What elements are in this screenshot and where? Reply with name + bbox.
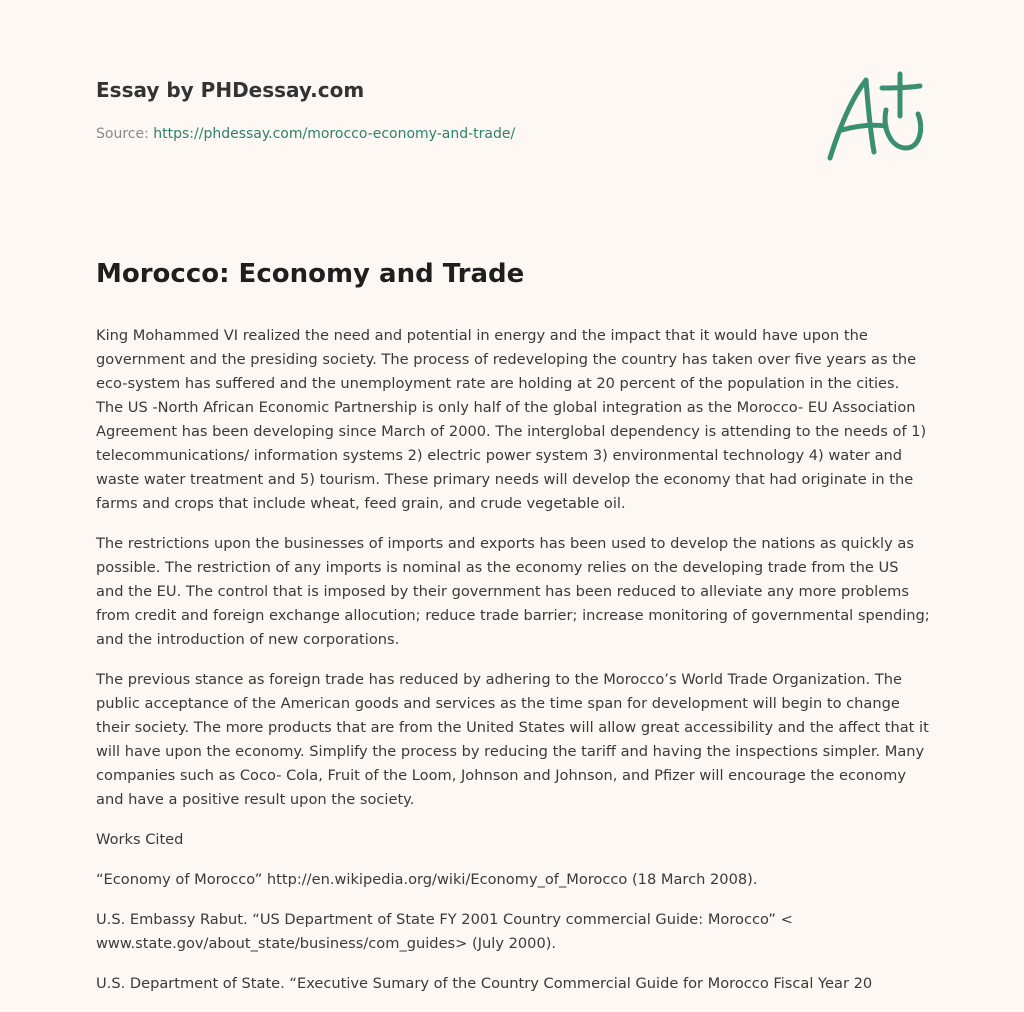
citation-1: “Economy of Morocco” http://en.wikipedia.org/wiki/Economy_of_Morocco (18 March 2008). xyxy=(96,871,758,888)
citation-2: U.S. Embassy Rabut. “US Department of State FY 2001 Country commercial Guide: Morocco” < www.state.gov/about_state/business/com_guides> (July 2000). xyxy=(96,911,793,952)
essay-paragraph-2: The restrictions upon the businesses of imports and exports has been used to develop the nations as quickly as possible. The restriction of any imports is nominal as the economy relies on the developing trade from the US and the EU. The control that is imposed by their government has been reduced to alleviate any more problems from credit and foreign exchange allocution; reduce trade barrier; increase monitoring of governmental spending; and the introduction of new corporations. xyxy=(96,535,930,648)
citation-3: U.S. Department of State. “Executive Sumary of the Country Commercial Guide for Morocco Fiscal Year 20 xyxy=(96,975,873,992)
essay-paragraph-3: The previous stance as foreign trade has reduced by adhering to the Morocco’s World Trade Organization. The public acceptance of the American goods and services as the time span for development will begin to change their society. The more products that are from the United States will allow great accessibility and the affect that it will have upon the economy. Simplify the process by reducing the tariff and having the inspections simpler. Many companies such as Coco- Cola, Fruit of the Loom, Johnson and Johnson, and Pfizer will encourage the economy and have a positive result upon the society. xyxy=(96,671,929,808)
essay-header xyxy=(96,76,796,144)
a-plus-logo-icon xyxy=(820,66,930,166)
source-link[interactable]: https://phdessay.com/morocco-economy-and-trade/ xyxy=(153,126,516,142)
source-line xyxy=(96,124,796,144)
works-cited-heading: Works Cited xyxy=(96,831,184,848)
source-label: Source: xyxy=(96,126,149,142)
essay-content xyxy=(96,254,930,1012)
a-plus-logo-svg xyxy=(820,66,930,166)
essay-paragraph-1: King Mohammed VI realized the need and potential in energy and the impact that it would have upon the government and the presiding society. The process of redeveloping the country has taken over five years as the eco-system has suffered and the unemployment rate are holding at 20 percent of the population in the cities. The US -North African Economic Partnership is only half of the global integration as the Morocco- EU Association Agreement has been developing since March of 2000. The interglobal dependency is attending to the needs of 1) telecommunications/ information systems 2) electric power system 3) environmental technology 4) water and waste water treatment and 5) tourism. These primary needs will develop the economy that had originate in the farms and crops that include wheat, feed grain, and crude vegetable oil. xyxy=(96,327,927,512)
essay-title: Morocco: Economy and Trade xyxy=(96,259,525,289)
brand-title: Essay by PHDessay.com xyxy=(96,78,365,102)
